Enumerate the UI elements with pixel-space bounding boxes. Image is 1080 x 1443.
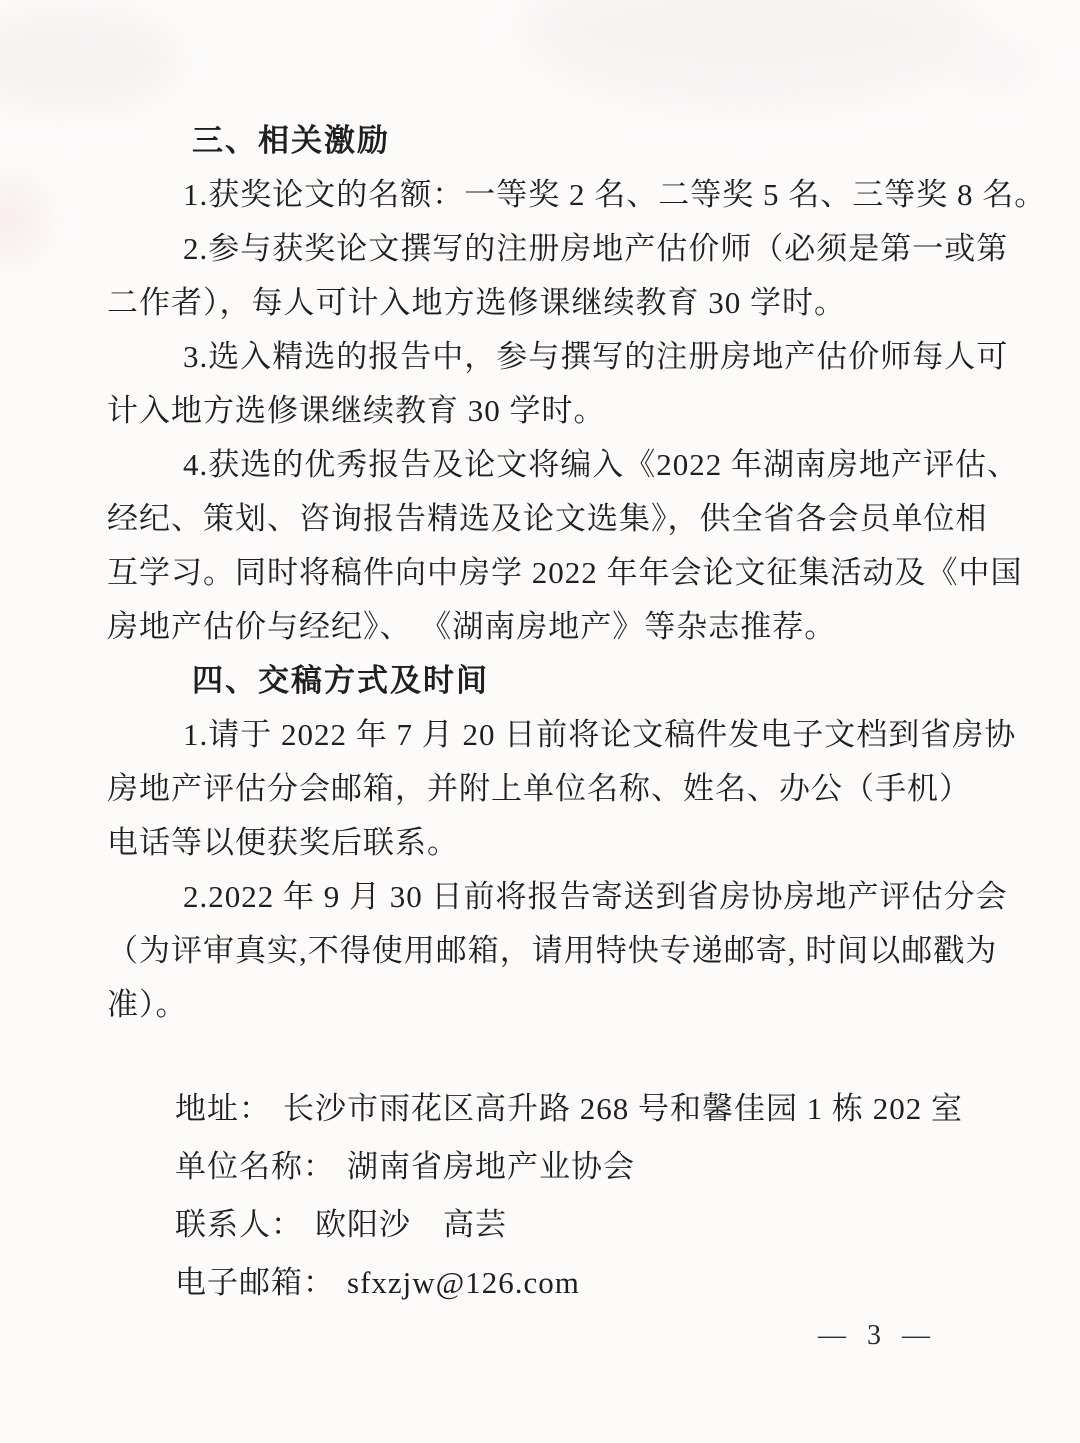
body-line: 3.选入精选的报告中，参与撰写的注册房地产估价师每人可 (183, 339, 1009, 374)
body-line: 房地产估价与经纪》、 《湖南房地产》等杂志推荐。 (107, 609, 837, 644)
body-line: 房地产评估分会邮箱，并附上单位名称、姓名、办公（手机） (107, 771, 971, 806)
contact-org-name (175, 1138, 977, 1196)
section-heading-incentives: 三、相关激励 (192, 123, 390, 158)
body-line: 2.2022 年 9 月 30 日前将报告寄送到省房协房地产评估分会 (183, 879, 1008, 914)
body-line: （为评审真实,不得使用邮箱，请用特快专递邮寄, 时间以邮戳为 (107, 933, 998, 968)
body-line: 二作者），每人可计入地方选修课继续教育 30 学时。 (107, 285, 846, 320)
section-heading-submission: 四、交稿方式及时间 (192, 663, 489, 698)
contact-person-label: 联系人： (175, 1207, 303, 1242)
page-number: — 3 — (818, 1320, 932, 1351)
contact-email (175, 1254, 977, 1312)
body-line: 电话等以便获奖后联系。 (107, 825, 459, 860)
contact-address (175, 1080, 977, 1138)
body-line: 经纪、策划、咨询报告精选及论文选集》，供全省各会员单位相 (107, 501, 988, 536)
body-line: 1.请于 2022 年 7 月 20 日前将论文稿件发电子文档到省房协 (183, 717, 1017, 752)
contact-person-value: 欧阳沙 高芸 (315, 1207, 507, 1242)
scan-artifact (0, 180, 45, 260)
body-line: 4.获选的优秀报告及论文将编入《2022 年湖南房地产评估、 (183, 447, 1019, 482)
body-line: 准）。 (107, 987, 188, 1022)
scan-artifact (520, 0, 980, 110)
scan-artifact (960, 40, 1040, 90)
document-page (107, 114, 1047, 1312)
contact-info-block (107, 1080, 977, 1312)
contact-org-label: 单位名称： (175, 1149, 335, 1184)
contact-address-value: 长沙市雨花区高升路 268 号和馨佳园 1 栋 202 室 (283, 1091, 963, 1126)
contact-address-label: 地址： (175, 1091, 271, 1126)
contact-person (175, 1196, 977, 1254)
scan-artifact (0, 10, 180, 110)
contact-email-label: 电子邮箱： (175, 1265, 335, 1300)
body-line: 互学习。同时将稿件向中房学 2022 年年会论文征集活动及《中国 (107, 555, 1023, 590)
contact-email-value: sfxzjw@126.com (347, 1265, 580, 1300)
body-line: 1.获奖论文的名额：一等奖 2 名、二等奖 5 名、三等奖 8 名。 (183, 177, 1047, 212)
contact-org-value: 湖南省房地产业协会 (347, 1149, 635, 1184)
body-line: 2.参与获奖论文撰写的注册房地产估价师（必须是第一或第 (183, 231, 1009, 266)
body-line: 计入地方选修课继续教育 30 学时。 (107, 393, 606, 428)
